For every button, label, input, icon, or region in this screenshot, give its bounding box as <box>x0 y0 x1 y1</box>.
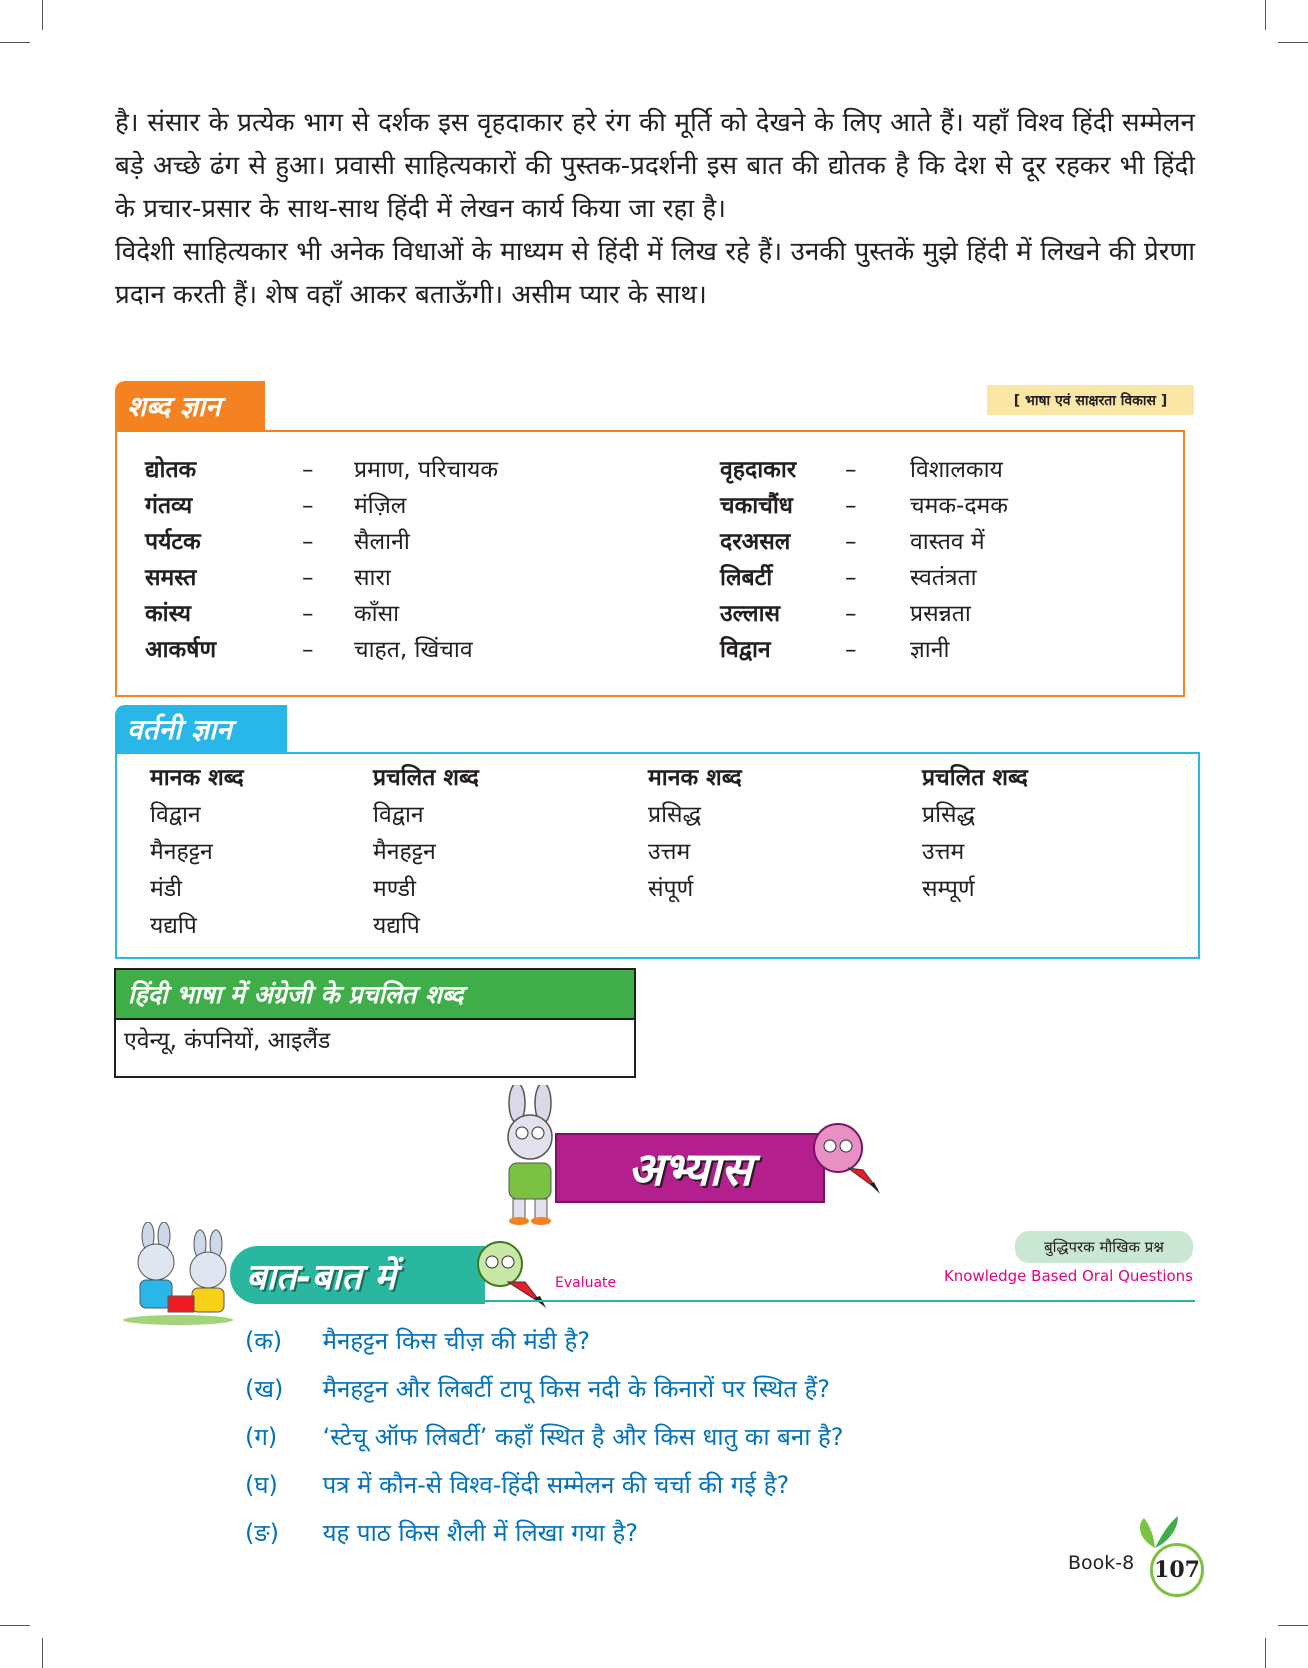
vocab-row <box>0 633 1308 667</box>
question-label: (ङ) <box>245 1519 280 1547</box>
question-item <box>245 1321 590 1361</box>
vocab-dash: – <box>845 529 857 555</box>
crop-mark <box>0 42 30 43</box>
intro-paragraph-1: है। संसार के प्रत्येक भाग से दर्शक इस वृहदाकार हरे रंग की मूर्ति को देखने के लिए आते हैं। यहाँ विश्व हिंदी सम्मेलन बड़े अच्छे ढंग से हुआ। प्रवासी साहित्यकारों की पुस्तक-प्रदर्शनी इस बात की द्योतक है कि देश से दूर रहकर भी हिंदी के प्रचार-प्रसार के साथ-साथ हिंदी में लेखन कार्य किया जा रहा है। <box>115 108 1195 224</box>
crop-mark <box>1265 1638 1266 1668</box>
question-text: मैनहट्टन और लिबर्टी टापू किस नदी के किनारों पर स्थित हैं? <box>322 1375 831 1403</box>
oral-questions-badge: बुद्धिपरक मौखिक प्रश्न <box>1015 1231 1193 1263</box>
rabbits-reading-icon <box>118 1222 238 1327</box>
spelling-item: सम्पूर्ण <box>922 876 975 902</box>
spelling-item: प्रसिद्ध <box>922 802 975 828</box>
vocab-dash: – <box>845 601 857 627</box>
vocab-meaning: विशालकाय <box>910 457 1003 483</box>
divider <box>485 1300 1195 1302</box>
vocab-row <box>0 489 1308 523</box>
question-text: ‘स्टेचू ऑफ लिबर्टी’ कहाँ स्थित है और किस धातु का बना है? <box>322 1423 844 1451</box>
vocab-dash: – <box>845 457 857 483</box>
spelling-item: उत्तम <box>922 839 965 865</box>
page-number: 107 <box>1150 1543 1204 1597</box>
vocab-word: वृहदाकार <box>720 457 797 483</box>
vocab-word: चकाचौंध <box>720 493 793 519</box>
vocab-meaning: चमक-दमक <box>910 493 1008 519</box>
vocab-row <box>0 525 1308 559</box>
spelling-item: यद्यपि <box>150 913 197 939</box>
baat-title: बात-बात में <box>246 1256 396 1298</box>
vocab-row <box>0 597 1308 631</box>
vocab-meaning: सारा <box>354 565 391 591</box>
spelling-header: मानक शब्द <box>648 765 742 791</box>
vocab-row <box>0 561 1308 595</box>
spelling-item: मण्डी <box>373 876 416 902</box>
spelling-item: मैनहट्टन <box>150 839 213 865</box>
spelling-item: विद्वान <box>150 802 201 828</box>
spelling-item: यद्यपि <box>373 913 420 939</box>
vocab-word: द्योतक <box>145 457 197 483</box>
crop-mark <box>1278 42 1308 43</box>
english-words-content: एवेन्यू, कंपनियों, आइलैंड <box>124 1028 331 1054</box>
vocab-word: आकर्षण <box>145 637 217 663</box>
vocab-dash: – <box>302 601 314 627</box>
question-text: पत्र में कौन-से विश्व-हिंदी सम्मेलन की चर्चा की गई है? <box>322 1471 790 1499</box>
vocab-meaning: काँसा <box>354 601 400 627</box>
crop-mark <box>0 1625 30 1626</box>
spelling-section-tab <box>115 705 287 753</box>
question-text: यह पाठ किस शैली में लिखा गया है? <box>322 1519 638 1547</box>
question-label: (घ) <box>245 1471 278 1499</box>
question-item <box>245 1513 638 1553</box>
vocab-dash: – <box>845 493 857 519</box>
vocab-meaning: मंज़िल <box>354 493 407 519</box>
vocab-meaning: चाहत, खिंचाव <box>354 637 473 663</box>
crop-mark <box>42 1638 43 1668</box>
pencil-mascot-icon <box>808 1118 883 1198</box>
vocab-dash: – <box>302 493 314 519</box>
question-item <box>245 1417 844 1457</box>
vocab-row <box>0 453 1308 487</box>
question-label: (ग) <box>245 1423 278 1451</box>
intro-paragraph-2: विदेशी साहित्यकार भी अनेक विधाओं के माध्यम से हिंदी में लिख रहे हैं। उनकी पुस्तकें मुझे हिंदी में लिखने की प्रेरणा प्रदान करती हैं। शेष वहाँ आकर बताऊँगी। असीम प्यार के साथ। <box>115 237 1195 310</box>
vocab-word: कांस्य <box>145 601 191 627</box>
vocab-meaning: प्रमाण, परिचायक <box>354 457 499 483</box>
vocab-meaning: प्रसन्नता <box>910 601 971 627</box>
spelling-item: मैनहट्टन <box>373 839 436 865</box>
question-label: (क) <box>245 1327 283 1355</box>
vocab-meaning: ज्ञानी <box>910 637 950 663</box>
question-text: मैनहट्टन किस चीज़ की मंडी है? <box>322 1327 590 1355</box>
spelling-column <box>922 760 1028 908</box>
crop-mark <box>42 0 43 30</box>
english-words-title: हिंदी भाषा में अंग्रेजी के प्रचलित शब्द <box>128 980 464 1009</box>
vocab-meaning: वास्तव में <box>910 529 985 555</box>
spelling-section-title: वर्तनी ज्ञान <box>127 713 232 746</box>
spelling-item: मंडी <box>150 876 183 902</box>
vocab-section-tab <box>115 381 265 431</box>
vocab-word: दरअसल <box>720 529 791 555</box>
vocab-word: उल्लास <box>720 601 781 627</box>
vocab-dash: – <box>845 637 857 663</box>
evaluate-label: Evaluate <box>555 1275 617 1291</box>
vocab-dash: – <box>302 529 314 555</box>
abhyas-banner <box>555 1133 825 1203</box>
vocab-dash: – <box>845 565 857 591</box>
spelling-header: मानक शब्द <box>150 765 244 791</box>
vocab-dash: – <box>302 565 314 591</box>
spelling-column <box>150 760 244 945</box>
vocab-word: विद्वान <box>720 637 771 663</box>
vocab-word: लिबर्टी <box>720 565 773 591</box>
spelling-item: संपूर्ण <box>648 876 694 902</box>
crop-mark <box>1278 1625 1308 1626</box>
intro-text <box>115 102 1195 317</box>
vocab-dash: – <box>302 457 314 483</box>
oral-questions-subtitle: Knowledge Based Oral Questions <box>943 1267 1193 1285</box>
question-item <box>245 1465 789 1505</box>
spelling-column <box>648 760 742 908</box>
spelling-header: प्रचलित शब्द <box>373 765 479 791</box>
baat-banner <box>230 1246 485 1304</box>
vocab-meaning: सैलानी <box>354 529 410 555</box>
vocab-section-title: शब्द ज्ञान <box>127 390 221 423</box>
vocab-word: गंतव्य <box>145 493 193 519</box>
spelling-item: विद्वान <box>373 802 424 828</box>
spelling-item: प्रसिद्ध <box>648 802 701 828</box>
question-item <box>245 1369 830 1409</box>
spelling-item: उत्तम <box>648 839 691 865</box>
spelling-column <box>373 760 479 945</box>
vocab-word: पर्यटक <box>145 529 201 555</box>
question-label: (ख) <box>245 1375 284 1403</box>
english-words-header <box>116 970 634 1018</box>
spelling-header: प्रचलित शब्द <box>922 765 1028 791</box>
literacy-tag: [ भाषा एवं साक्षरता विकास ] <box>987 385 1194 415</box>
divider <box>116 1018 634 1020</box>
crop-mark <box>1265 0 1266 30</box>
vocab-meaning: स्वतंत्रता <box>910 565 977 591</box>
vocab-dash: – <box>302 637 314 663</box>
book-label: Book-8 <box>1068 1552 1135 1574</box>
vocab-word: समस्त <box>145 565 197 591</box>
abhyas-title: अभ्यास <box>628 1142 752 1196</box>
